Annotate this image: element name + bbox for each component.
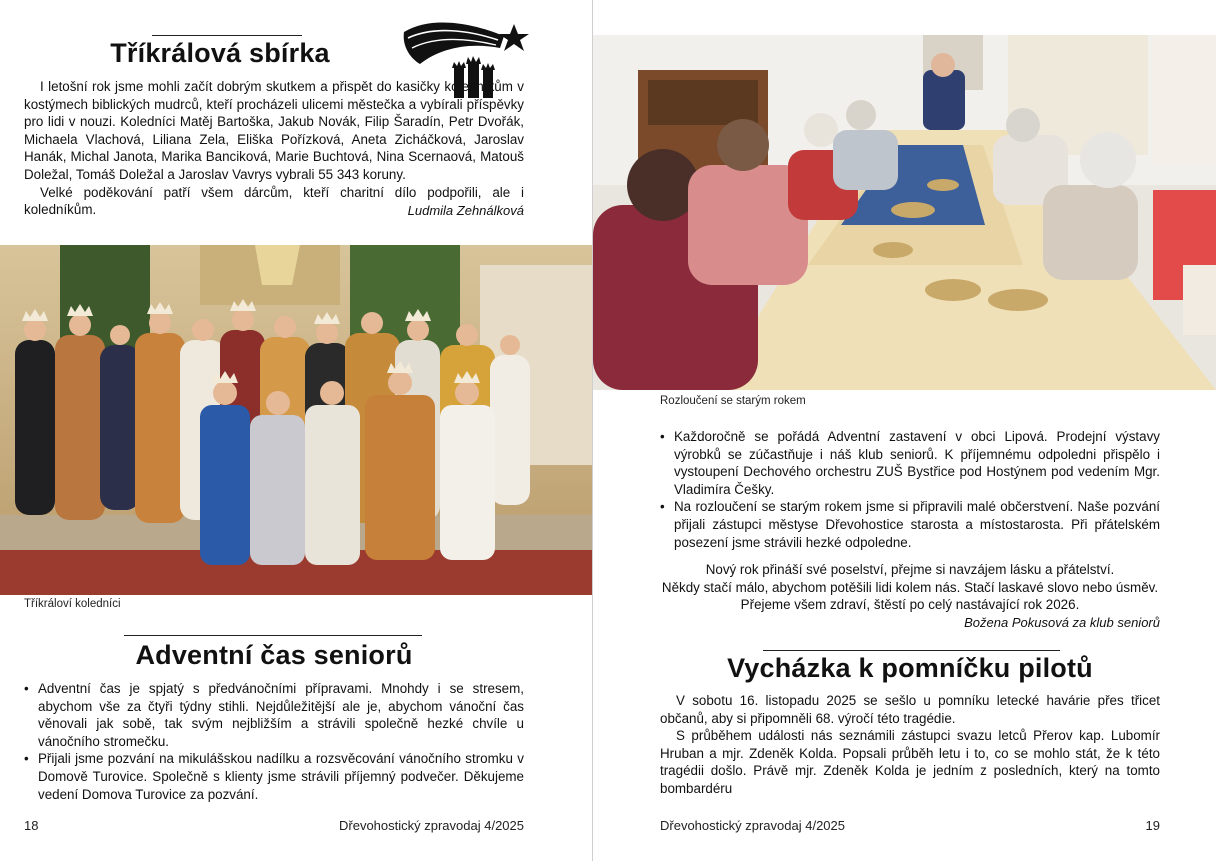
publication-name: Dřevohostický zpravodaj 4/2025 [660,818,845,833]
paragraph: V sobotu 16. listopadu 2025 se sešlo u pomníku letecké havárie přes třicet občanů, aby si připomněli 68. výročí této tragédie. [660,693,1160,726]
article-body-trikralova-sbirka [24,78,524,219]
photo-caption: Rozloučení se starým rokem [660,395,806,407]
bullet-list [24,680,524,803]
page-number: 19 [1145,818,1160,833]
paragraph: S průběhem události nás seznámili zástupci svazu letců Přerov kap. Lubomír Hruban a mjr. Zdeněk Kolda. Popsali průběh letu i to, co se mohlo stát, že k této tragédii došlo. Právě mjr. Zdeněk Kolda je jedním z posledních, který na tomto bombardéru [660,728,1160,796]
list-item: • Adventní čas je spjatý s předvánočními přípravami. Mnohdy i se stresem, abychom vše za čtyři týdny stihli. Nejdůležitější ale je, abychom vánoční čas věnovali jak sobě, tak svým nejbližším a strávili společně hezké chvíle u vánočního stromečku. [24,680,524,750]
article-title-trikralova-sbirka: Tříkrálová sbírka [110,38,330,68]
list-item: • Každoročně se pořádá Adventní zastavení v obci Lipová. Prodejní výstavy výrobků se zúčastňuje i náš klub seniorů. K příjemnému odpoledni přispělo i vystoupení Dechového orchestru ZUŠ Bystřice pod Hostýnem pod vedením Mgr. Vladimíra Češky. [660,428,1160,498]
right-page [593,0,1216,861]
publication-name: Dřevohostický zpravodaj 4/2025 [339,818,524,833]
article-title-vychazka: Vycházka k pomníčku pilotů [727,653,1093,683]
photo-caption: Tříkráloví koledníci [24,598,121,610]
signature: Ludmila Zehnálková [407,202,524,218]
photo-carolers [0,245,592,595]
photo-seniors-farewell [593,35,1216,390]
closing-line: Nový rok přináší své poselství, přejme si navzájem lásku a přátelství. [705,562,1115,578]
paragraph: Velké poděkování patří všem dárcům, kteří charitní dílo podpořili, ale i koledníkům. [24,184,524,218]
closing-line: Přejeme všem zdraví, štěstí po celý nastávající rok 2026. [740,597,1080,613]
article-body-vychazka [660,692,1160,798]
title-rule [124,635,422,636]
paragraph: I letošní rok jsme mohli začít dobrým skutkem a přispět do kasičky koledníkům v kostýmech biblických mudrců, kteří procházeli ulicemi městečka a vybírali příspěvky pro lidi v nouzi. Koledníci Matěj Bartoška, Jakub Novák, Filip Šaradín, Petr Dvořák, Michaela Vlachová, Liliana Zela, Eliška Pořízková, Aneta Zicháčková, Jaroslav Hanák, Michal Janota, Marika Banciková, Marie Buchtová, Nina Scernaová, Matouš Doležal, Tomáš Doležal a Jaroslav Vavrys vybrali 55 343 koruny. [24,79,524,182]
closing-line: Někdy stačí málo, abychom potěšili lidi kolem nás. Stačí laskavé slovo nebo úsměv. [661,579,1159,595]
article-body-seniors-continued [660,428,1160,632]
bullet-list [660,428,1160,551]
page-number: 18 [24,818,39,833]
list-item: • Na rozloučení se starým rokem jsme si připravili malé občerstvení. Naše pozvání přijali zástupci městyse Dřevohostice starosta a místostarosta. Při přátelském posezení jsme strávili hezké odpoledne. [660,498,1160,551]
left-page [0,0,592,861]
title-rule [152,35,302,36]
title-rule [763,650,1060,651]
article-title-adventni-cas: Adventní čas seniorů [135,640,413,670]
signature: Božena Pokusová za klub seniorů [964,614,1160,630]
list-item: • Přijali jsme pozvání na mikulášskou nadílku a rozsvěcování vánočního stromku v Domově Turovice. Společně s klienty jsme strávili příjemný podvečer. Děkujeme vedení Domova Turovice za pozvání. [24,750,524,803]
article-body-adventni-cas [24,680,524,803]
